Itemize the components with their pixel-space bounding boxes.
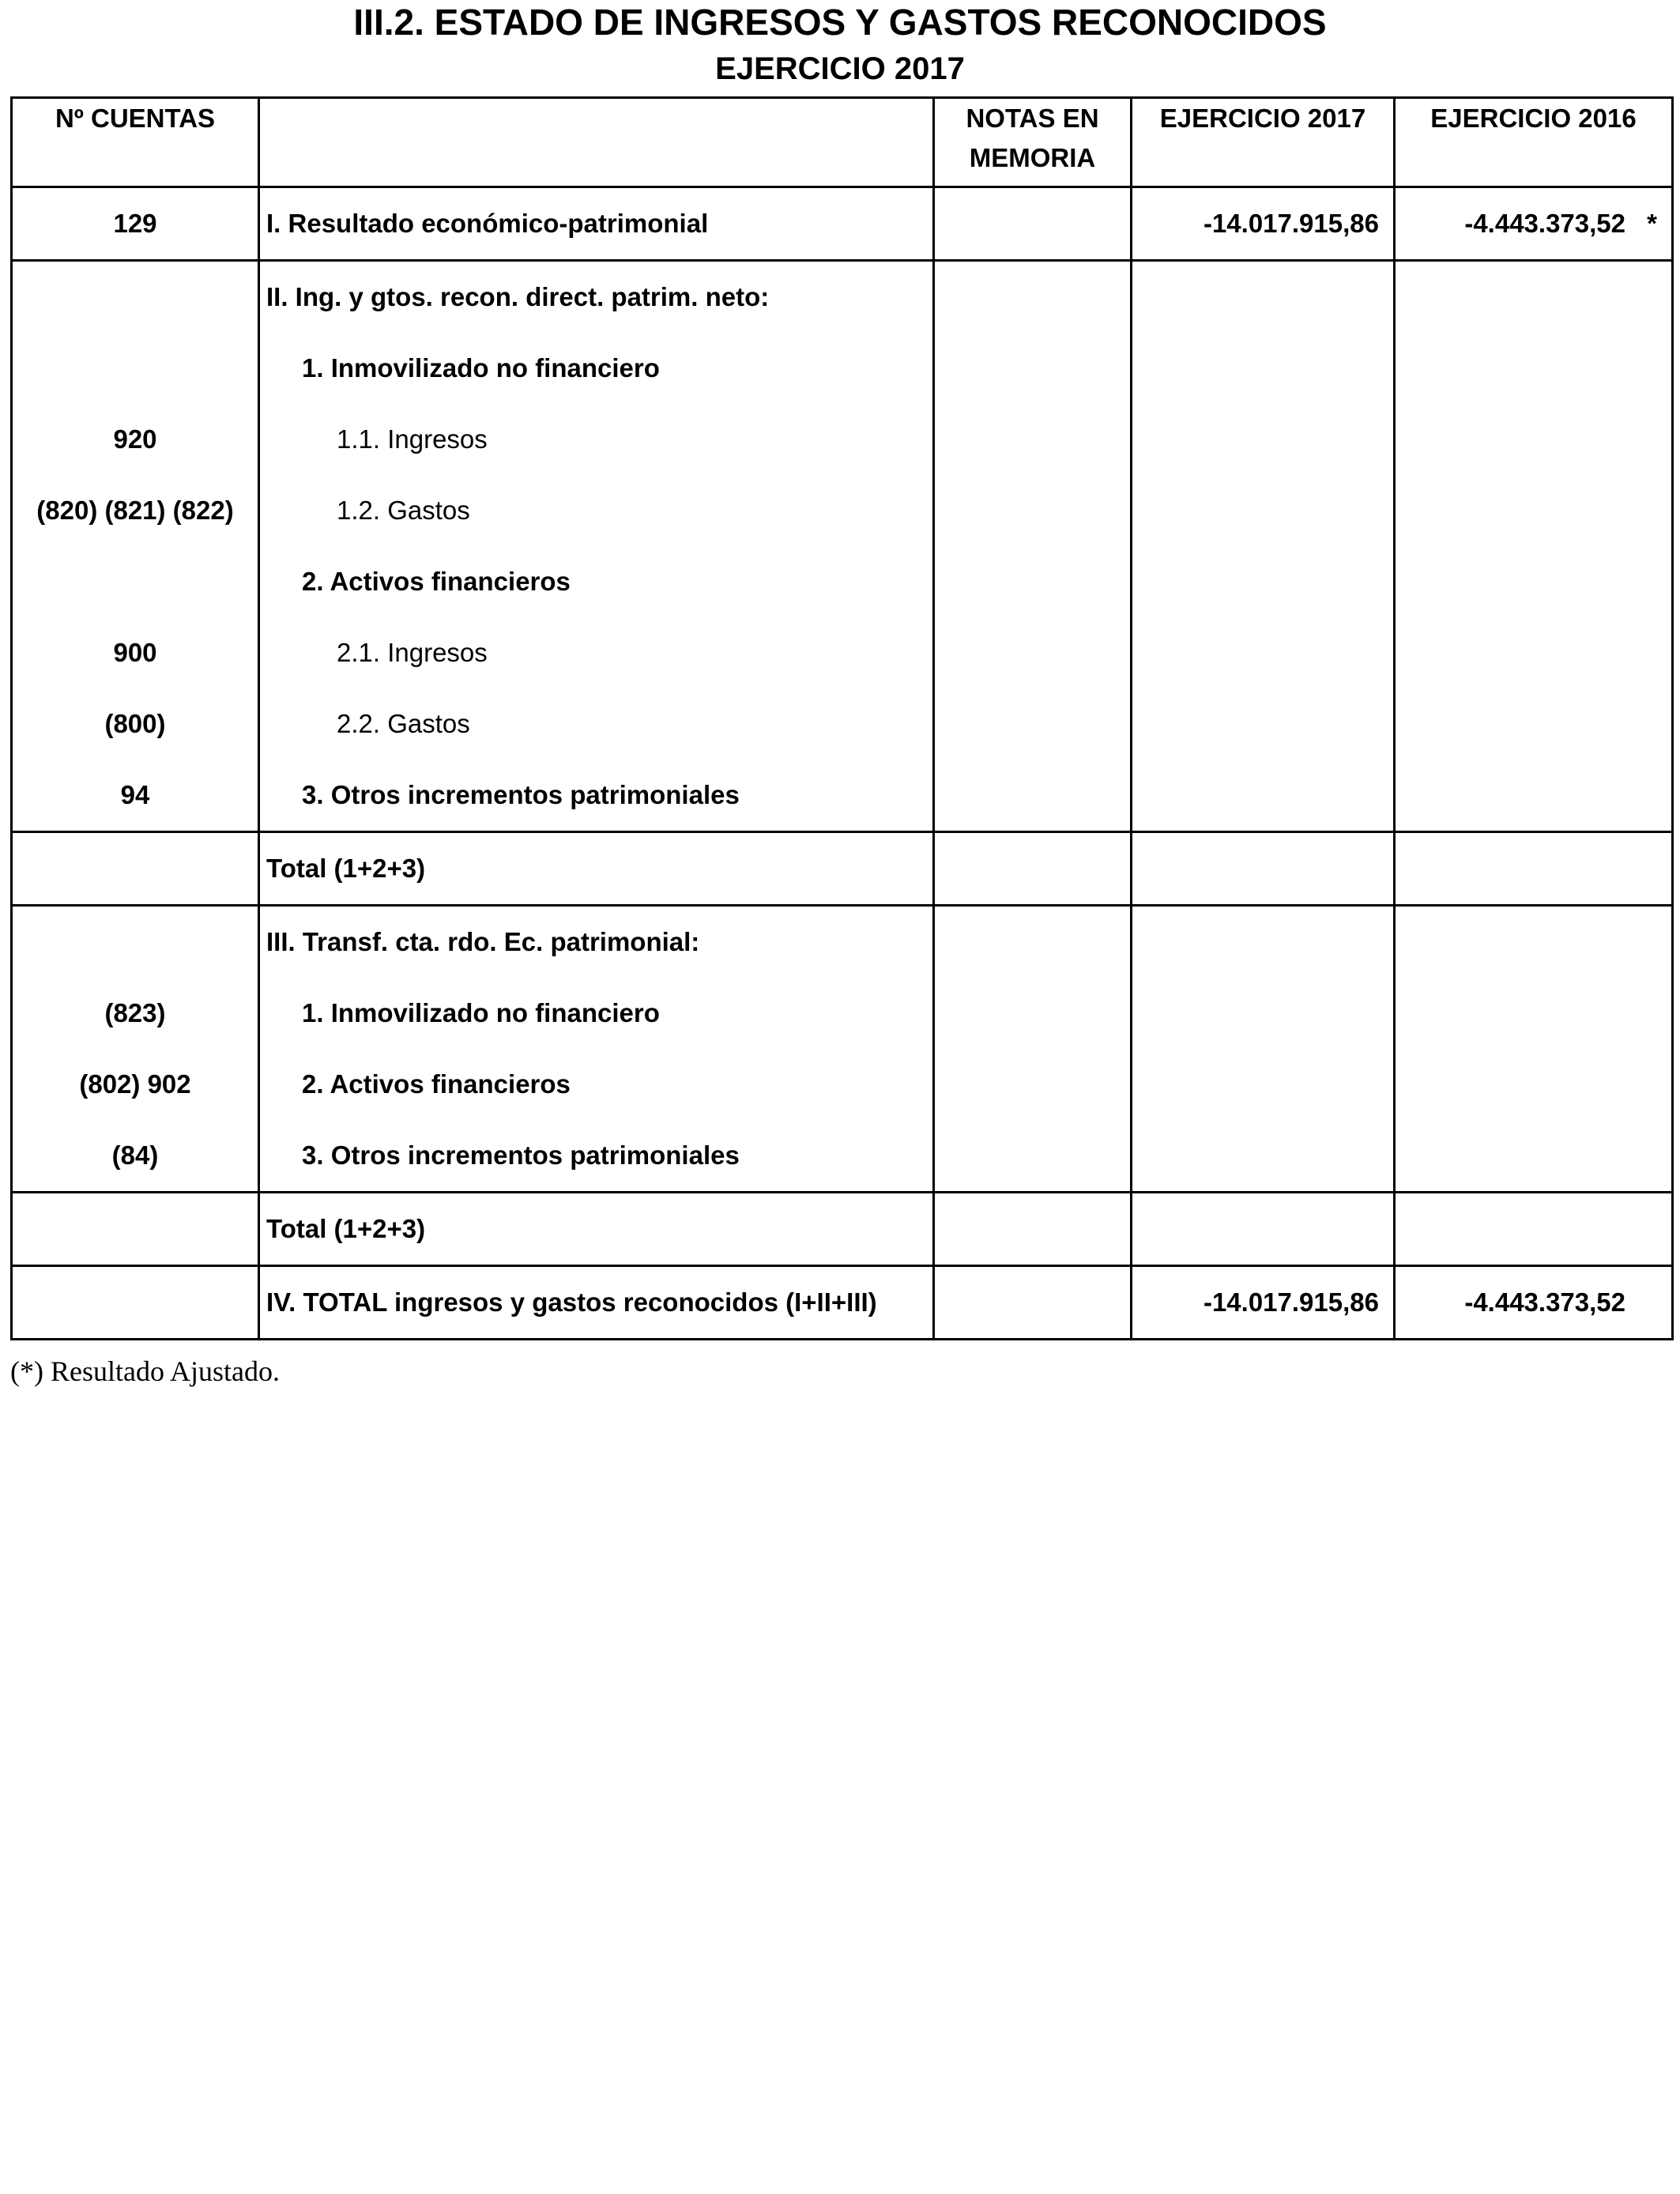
row-label: 1.2. Gastos bbox=[337, 496, 470, 525]
amount-2016 bbox=[1396, 188, 1671, 259]
row-label: 1.1. Ingresos bbox=[337, 424, 488, 454]
section-heading: III. Transf. cta. rdo. Ec. patrimonial: bbox=[266, 927, 700, 956]
table-row-section-iii bbox=[12, 906, 1673, 1193]
row-label: 2. Activos financieros bbox=[302, 1069, 571, 1099]
amount-2016-value: -4.443.373,52 bbox=[1464, 209, 1625, 238]
row-label: 3. Otros incrementos patrimoniales bbox=[302, 780, 740, 809]
page-subtitle: EJERCICIO 2017 bbox=[715, 51, 965, 86]
amount-2017: -14.017.915,86 bbox=[1203, 209, 1379, 238]
amount-2016-cell bbox=[1395, 906, 1673, 1193]
account-code: (800) bbox=[104, 709, 166, 738]
amount-2017-cell bbox=[1132, 1193, 1395, 1266]
account-code: (84) bbox=[111, 1140, 159, 1170]
account-code: 900 bbox=[113, 638, 157, 667]
section-heading: II. Ing. y gtos. recon. direct. patrim. neto: bbox=[266, 282, 770, 311]
row-label: 2.1. Ingresos bbox=[337, 638, 488, 667]
amount-2017: -14.017.915,86 bbox=[1203, 1287, 1379, 1317]
table-row-total-iv bbox=[12, 1266, 1673, 1340]
footnote: (*) Resultado Ajustado. bbox=[10, 1355, 280, 1387]
total-label: Total (1+2+3) bbox=[266, 854, 426, 883]
amount-2016-cell bbox=[1395, 832, 1673, 906]
account-code: (820) (821) (822) bbox=[36, 496, 234, 525]
account-code bbox=[13, 333, 258, 404]
account-code bbox=[13, 833, 258, 904]
row-label: 2. Activos financieros bbox=[302, 567, 571, 596]
notas-cell bbox=[934, 1193, 1132, 1266]
grand-total-label: IV. TOTAL ingresos y gastos reconocidos (I+II+III) bbox=[266, 1287, 877, 1317]
amount-2016: -4.443.373,52 bbox=[1464, 1287, 1625, 1317]
notas-cell bbox=[934, 832, 1132, 906]
header-ejercicio-2017: EJERCICIO 2017 bbox=[1132, 98, 1395, 187]
amount-2017-cell bbox=[1132, 906, 1395, 1193]
row-label: 1. Inmovilizado no financiero bbox=[302, 353, 660, 383]
account-code: 129 bbox=[113, 209, 157, 238]
amount-2016-cell bbox=[1395, 1193, 1673, 1266]
notas-cell bbox=[934, 1266, 1132, 1340]
account-code bbox=[13, 262, 258, 333]
table-header-row bbox=[12, 98, 1673, 187]
header-notas-line2: MEMORIA bbox=[969, 143, 1096, 172]
table-row-resultado bbox=[12, 187, 1673, 261]
account-code bbox=[13, 1267, 258, 1338]
table-row-total-iii bbox=[12, 1193, 1673, 1266]
total-label: Total (1+2+3) bbox=[266, 1214, 426, 1243]
header-concepto bbox=[259, 98, 934, 187]
account-code: 920 bbox=[113, 424, 157, 454]
header-ejercicio-2016: EJERCICIO 2016 bbox=[1395, 98, 1673, 187]
account-code: (823) bbox=[104, 998, 166, 1027]
row-label: I. Resultado económico-patrimonial bbox=[266, 209, 709, 238]
adjusted-marker: * bbox=[1647, 209, 1657, 238]
page-title: III.2. ESTADO DE INGRESOS Y GASTOS RECONOCIDOS bbox=[353, 2, 1327, 43]
notas-cell bbox=[935, 188, 1130, 259]
header-notas-line1: NOTAS EN bbox=[966, 104, 1099, 133]
header-cuentas: Nº CUENTAS bbox=[12, 98, 259, 187]
account-code: 94 bbox=[120, 780, 150, 809]
row-label: 1. Inmovilizado no financiero bbox=[302, 998, 660, 1027]
table-row-section-ii bbox=[12, 261, 1673, 832]
statement-table bbox=[10, 96, 1674, 1340]
header-notas bbox=[934, 98, 1132, 187]
row-label: 2.2. Gastos bbox=[337, 709, 470, 738]
account-code: (802) 902 bbox=[79, 1069, 191, 1099]
table-row-total-ii bbox=[12, 832, 1673, 906]
row-label: 3. Otros incrementos patrimoniales bbox=[302, 1140, 740, 1170]
amount-2017-cell bbox=[1132, 261, 1395, 832]
account-code bbox=[13, 546, 258, 617]
amount-2017-cell bbox=[1132, 832, 1395, 906]
amount-2016-cell bbox=[1395, 261, 1673, 832]
account-code bbox=[13, 907, 258, 978]
account-code bbox=[13, 1193, 258, 1265]
notas-cell bbox=[934, 261, 1132, 832]
notas-cell bbox=[934, 906, 1132, 1193]
